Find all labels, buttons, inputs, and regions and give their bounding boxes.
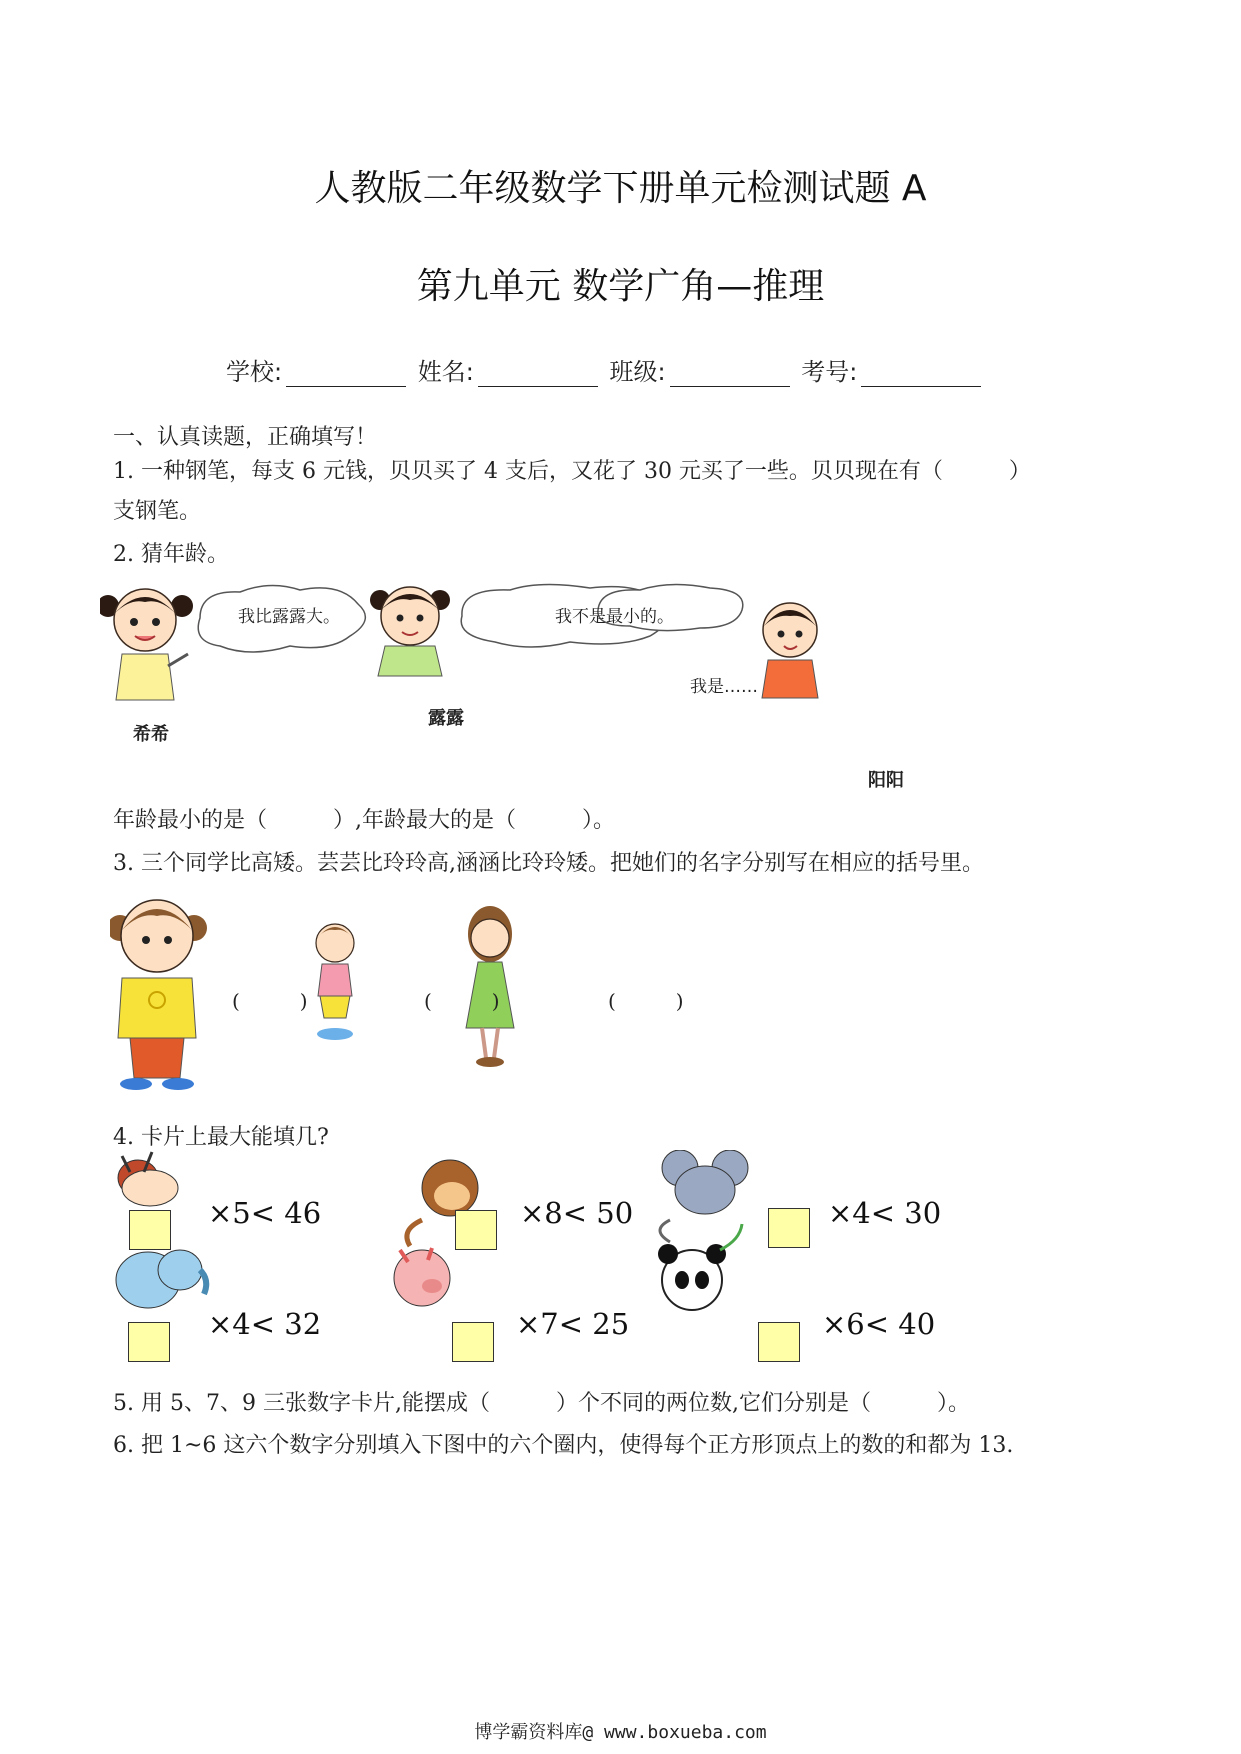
answer-card[interactable] xyxy=(758,1322,800,1362)
footer-text: 博学霸资料库@ www.boxueba.com xyxy=(474,1722,767,1743)
bubble-1-text: 我比露露大。 xyxy=(238,607,340,627)
height-compare-illustration xyxy=(110,888,610,1103)
tall-girl-icon xyxy=(110,900,207,1090)
paren-2: ( ) xyxy=(424,989,500,1013)
section-heading: 一、认真读题，正确填写！ xyxy=(113,425,378,450)
class-label: 班级: xyxy=(609,358,666,386)
class-blank xyxy=(670,364,790,387)
pig-icon xyxy=(394,1248,450,1306)
answer-card[interactable] xyxy=(128,1322,170,1362)
rabbit-icon xyxy=(118,1152,178,1206)
mouse-icon xyxy=(660,1150,748,1242)
yangyang-figure-icon xyxy=(762,603,818,698)
school-label: 学校: xyxy=(226,358,283,386)
question-5-text: 5. 用 5、7、9 三张数字卡片,能摆成（ ）个不同的两位数,它们分别是（ ）。 xyxy=(113,1391,970,1416)
question-4-label: 4. 卡片上最大能填几? xyxy=(113,1125,329,1150)
question-6-text: 6. 把 1~6 这六个数字分别填入下图中的六个圈内，使得每个正方形顶点上的数的和都为 13. xyxy=(113,1433,1014,1458)
name-blank xyxy=(478,364,598,387)
name-xixi: 希希 xyxy=(133,724,169,745)
answer-card[interactable] xyxy=(129,1210,171,1250)
paren-1: ( ) xyxy=(232,989,308,1013)
name-yangyang: 阳阳 xyxy=(868,770,904,791)
inequality-1: ×5< 46 xyxy=(208,1196,322,1230)
question-1-line-1: 1. 一种钢笔，每支 6 元钱，贝贝买了 4 支后，又花了 30 元买了一些。贝贝现在有（ ） xyxy=(113,459,1031,484)
page-subtitle: 第九单元 数学广角—推理 xyxy=(416,266,825,307)
bubble-2-text: 我不是最小的。 xyxy=(555,607,674,627)
answer-card[interactable] xyxy=(768,1208,810,1248)
info-fields xyxy=(226,352,985,387)
school-blank xyxy=(286,364,406,387)
inequality-6: ×6< 40 xyxy=(822,1307,936,1341)
xixi-figure-icon xyxy=(100,589,193,700)
panda-icon xyxy=(658,1224,742,1310)
answer-card[interactable] xyxy=(455,1210,497,1250)
paren-3: ( ) xyxy=(608,989,684,1013)
name-label: 姓名: xyxy=(417,358,474,386)
question-3-text: 3. 三个同学比高矮。芸芸比玲玲高,涵涵比玲玲矮。把她们的名字分别写在相应的括号里。 xyxy=(113,851,984,876)
question-1-line-2: 支钢笔。 xyxy=(113,499,202,524)
answer-card[interactable] xyxy=(452,1322,494,1362)
name-lulu: 露露 xyxy=(428,708,464,729)
inequality-2: ×8< 50 xyxy=(520,1196,634,1230)
elephant-icon xyxy=(116,1250,206,1308)
question-2-answer: 年龄最小的是（ ）,年龄最大的是（ ）。 xyxy=(113,808,615,833)
short-girl-icon xyxy=(316,924,354,1040)
inequality-3: ×4< 30 xyxy=(828,1196,942,1230)
exam-no-blank xyxy=(861,364,981,387)
bubble-3-text: 我是…… xyxy=(690,677,758,697)
question-2-label: 2. 猜年龄。 xyxy=(113,542,229,567)
exam-no-label: 考号: xyxy=(801,358,858,386)
lulu-figure-icon xyxy=(370,587,450,676)
inequality-5: ×7< 25 xyxy=(516,1307,630,1341)
page-title: 人教版二年级数学下册单元检测试题 A xyxy=(314,168,927,209)
inequality-4: ×4< 32 xyxy=(208,1307,322,1341)
